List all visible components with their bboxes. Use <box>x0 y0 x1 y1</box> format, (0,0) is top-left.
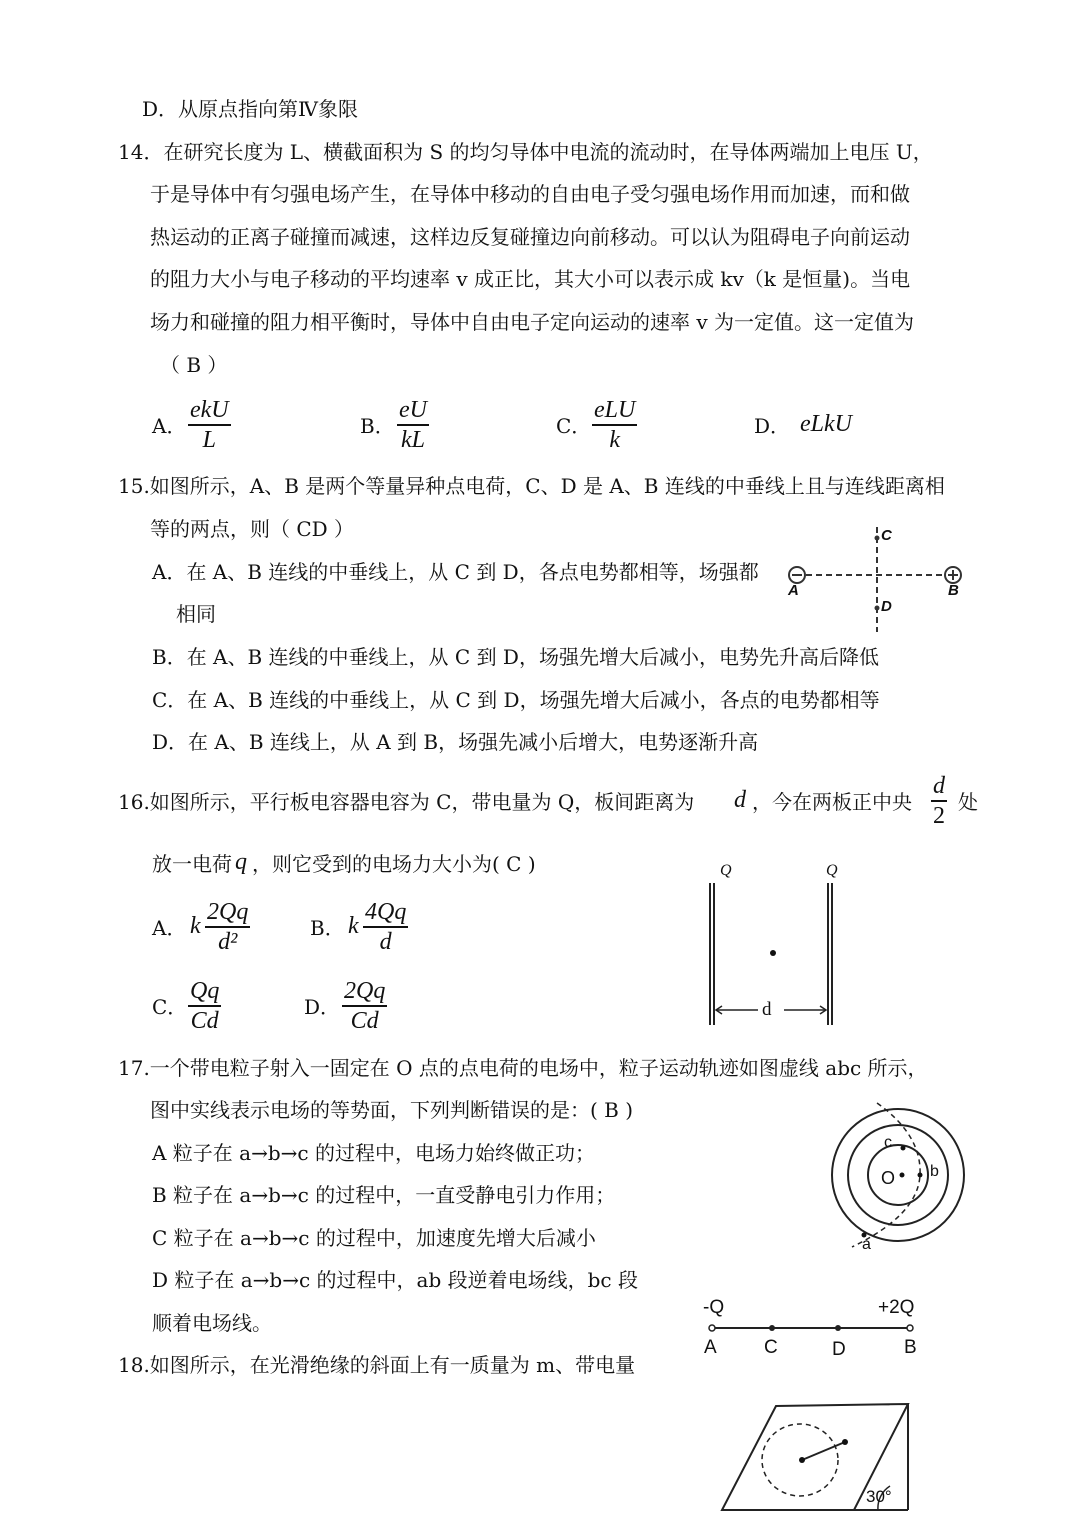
q16-option-c-fraction <box>188 977 221 1035</box>
q16-var-d: d <box>734 787 746 813</box>
fig15-label-b: B <box>948 582 959 599</box>
numerator: d <box>933 773 945 799</box>
fig17-label-o: O <box>881 1168 896 1188</box>
q14-option-d-expr: eLkU <box>800 411 852 437</box>
q14-text-line5: 场力和碰撞的阻力相平衡时，导体中自由电子定向运动的速率 v 为一定值。这一定值为 <box>150 310 915 334</box>
numerator: Qq <box>190 978 220 1004</box>
numerator: 4Qq <box>365 899 407 925</box>
q15-option-d: D．在 A、B 连线上，从 A 到 B，场强先减小后增大，电势逐渐升高 <box>152 730 759 754</box>
fig18-point-b: B <box>904 1337 917 1358</box>
q14-answer: （ B ） <box>160 353 228 377</box>
q16-option-a-label: A． <box>152 916 187 940</box>
q18-text-line1: 18.如图所示，在光滑绝缘的斜面上有一质量为 m、带电量 <box>118 1353 636 1377</box>
q16-option-b-k: k <box>348 913 359 939</box>
q17-option-b: B 粒子在 a→b→c 的过程中，一直受静电引力作用； <box>152 1183 616 1207</box>
q14-text-line3: 热运动的正离子碰撞而减速，这样边反复碰撞边向前移动。可以认为阻碍电子向前运动 <box>150 225 910 249</box>
q16-var-q: q <box>235 849 247 875</box>
fig17-label-a: a <box>862 1236 871 1253</box>
fig15-label-d: D <box>881 598 892 615</box>
q16-option-b-label: B． <box>310 916 345 940</box>
q15-option-a-line2: 相同 <box>176 602 216 626</box>
q14-option-a-label: A． <box>152 414 187 438</box>
fig18-left-charge: -Q <box>703 1297 725 1318</box>
numerator: 2Qq <box>207 899 249 925</box>
numerator: eU <box>399 397 427 423</box>
q17-option-d-line1: D 粒子在 a→b→c 的过程中，ab 段逆着电场线，bc 段 <box>152 1268 638 1292</box>
fig18-right-charge: +2Q <box>878 1297 915 1318</box>
q15-option-a-line1: A．在 A、B 连线的中垂线上，从 C 到 D，各点电势都相等，场强都 <box>152 560 759 584</box>
q15-text-line1: 15.如图所示，A、B 是两个等量异种点电荷，C、D 是 A、B 连线的中垂线上且与连线距离相 <box>118 474 945 498</box>
q14-option-d-label: D． <box>754 414 791 438</box>
numerator: ekU <box>190 397 229 423</box>
q15-text-line2: 等的两点，则（ CD ） <box>150 517 355 541</box>
fig16-distance-label: d <box>762 999 772 1020</box>
q17-text-line2: 图中实线表示电场的等势面，下列判断错误的是：( B ) <box>150 1098 634 1122</box>
q14-text-line2: 于是导体中有匀强电场产生，在导体中移动的自由电子受匀强电场作用而加速，而和做 <box>150 182 910 206</box>
q14-option-c-label: C． <box>556 414 592 438</box>
fig18-point-a: A <box>704 1337 717 1358</box>
q16-text-line1: 16.如图所示，平行板电容器电容为 C，带电量为 Q，板间距离为 <box>118 790 695 814</box>
q15-option-c: C．在 A、B 连线的中垂线上，从 C 到 D，场强先增大后减小，各点的电势都相等 <box>152 688 880 712</box>
figure-equipotential-circles <box>822 1095 982 1255</box>
denominator: k <box>592 424 637 454</box>
q16-half-d-fraction <box>931 772 947 830</box>
fig19-angle-label: 30° <box>866 1487 892 1506</box>
denominator: d <box>363 926 408 956</box>
denominator: Cd <box>188 1005 221 1035</box>
q16-text-line2: 放一电荷 <box>152 852 232 876</box>
q15-option-b: B．在 A、B 连线的中垂线上，从 C 到 D，场强先增大后减小，电势先升高后降低 <box>152 645 879 669</box>
q17-option-c: C 粒子在 a→b→c 的过程中，加速度先增大后减小 <box>152 1226 596 1250</box>
q14-text-line1: 14．在研究长度为 L、横截面积为 S 的均匀导体中电流的流动时，在导体两端加上电压 U， <box>118 140 933 164</box>
q16-option-d-label: D． <box>304 995 341 1019</box>
fig16-q-left: Q <box>720 862 732 879</box>
denominator: d² <box>205 926 250 956</box>
denominator: 2 <box>931 800 947 830</box>
q16-option-c-label: C． <box>152 995 188 1019</box>
q17-option-a: A 粒子在 a→b→c 的过程中，电场力始终做正功； <box>152 1141 595 1165</box>
q16-text-line1-mid: ，今在两板正中央 <box>752 790 912 814</box>
q13-option-d: D．从原点指向第Ⅳ象限 <box>142 97 359 121</box>
q17-option-d-line2: 顺着电场线。 <box>152 1311 272 1335</box>
q16-option-a-k: k <box>190 913 201 939</box>
q14-option-c-fraction <box>592 396 637 454</box>
denominator: Cd <box>342 1005 387 1035</box>
q16-option-d-fraction <box>342 977 387 1035</box>
q14-option-b-label: B． <box>360 414 395 438</box>
q16-option-a-fraction <box>205 898 250 956</box>
q17-text-line1: 17.一个带电粒子射入一固定在 O 点的点电荷的电场中，粒子运动轨迹如图虚线 abc 所示， <box>118 1056 928 1080</box>
fig17-label-b: b <box>930 1163 939 1180</box>
fig18-point-d: D <box>832 1339 846 1360</box>
fig18-point-c: C <box>764 1337 778 1358</box>
fig17-label-c: c <box>884 1134 892 1151</box>
figure-capacitor <box>700 878 850 1028</box>
fig15-label-c: C <box>881 527 892 544</box>
q14-option-a-fraction <box>188 396 231 454</box>
q16-option-b-fraction <box>363 898 408 956</box>
q16-text-line2-end: ，则它受到的电场力大小为( C ) <box>252 852 536 876</box>
q14-text-line4: 的阻力大小与电子移动的平均速率 v 成正比，其大小可以表示成 kv（k 是恒量)。当电 <box>150 267 911 291</box>
figure-inclined-plane <box>710 1398 940 1518</box>
fig16-q-right: Q <box>826 862 838 879</box>
denominator: kL <box>397 424 429 454</box>
numerator: eLU <box>594 397 636 423</box>
denominator: L <box>188 424 231 454</box>
q14-option-b-fraction <box>397 396 429 454</box>
fig15-label-a: A <box>788 582 799 599</box>
numerator: 2Qq <box>344 978 386 1004</box>
q16-text-line1-end: 处 <box>958 790 978 814</box>
